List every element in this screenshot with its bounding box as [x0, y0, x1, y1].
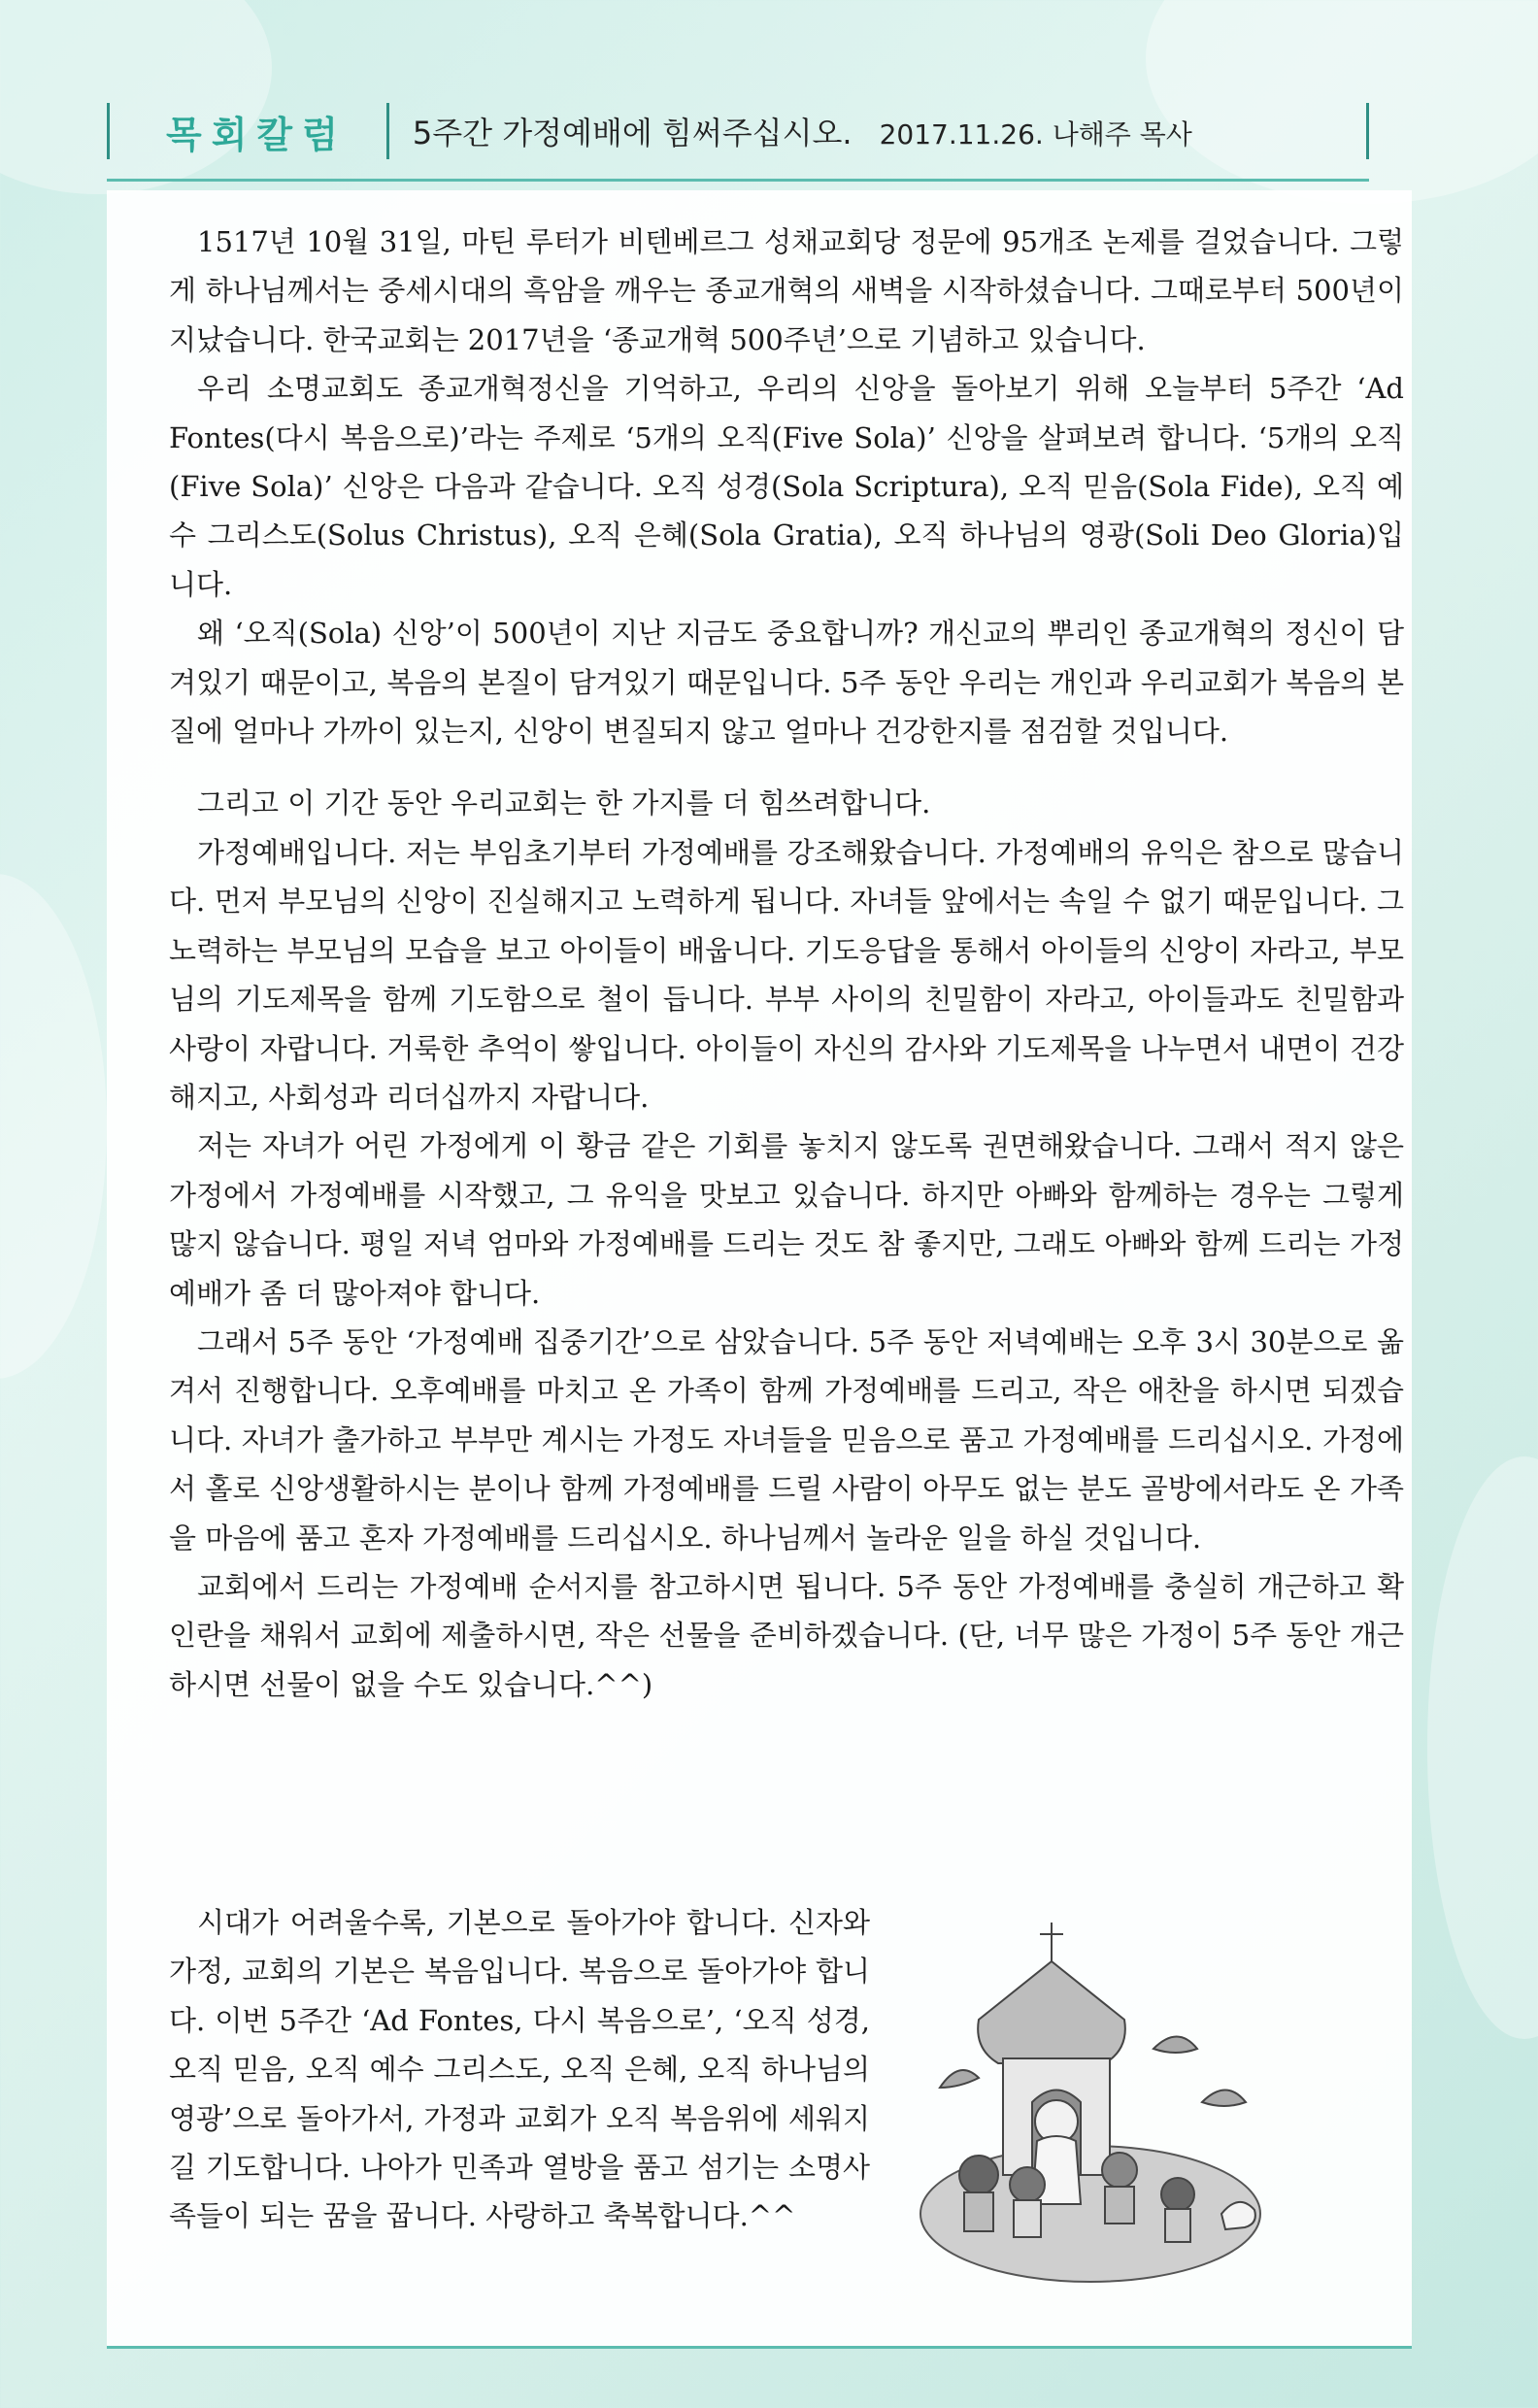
paragraph: 왜 ‘오직(Sola) 신앙’이 500년이 지난 지금도 중요합니까? 개신교의 뿌리인 종교개혁의 정신이 담겨있기 때문이고, 복음의 본질이 담겨있기 때문입니다. 5주 동안 우리는 개인과 우리교회가 복음의 본질에 얼마나 가까이 있는지, 신앙이 변질되지 않고 얼마나 건강한지를 점검할 것입니다.	[169, 617, 1404, 749]
article-body	[169, 217, 1404, 1709]
paragraph: 교회에서 드리는 가정예배 순서지를 참고하시면 됩니다. 5주 동안 가정예배를 충실히 개근하고 확인란을 채워서 교회에 제출하시면, 작은 선물을 준비하겠습니다. (단, 너무 많은 가정이 5주 동안 개근하시면 선물이 없을 수도 있습니다.^^)	[169, 1569, 1404, 1701]
article-panel	[107, 190, 1412, 2349]
paragraph: 그래서 5주 동안 ‘가정예배 집중기간’으로 삼았습니다. 5주 동안 저녁예배는 오후 3시 30분으로 옮겨서 진행합니다. 오후예배를 마치고 온 가족이 함께 가정예배를 드리고, 작은 애찬을 하시면 되겠습니다. 자녀가 출가하고 부부만 계시는 가정도 자녀들을 믿음으로 품고 가정예배를 드리십시오. 가정에서 홀로 신앙생활하시는 분이나 함께 가정예배를 드릴 사람이 아무도 없는 분도 골방에서라도 온 가족을 마음에 품고 혼자 가정예배를 드리십시오. 하나님께서 놀라운 일을 하실 것입니다.	[169, 1324, 1404, 1555]
closing-paragraph: 시대가 어려울수록, 기본으로 돌아가야 합니다. 신자와 가정, 교회의 기본은 복음입니다. 복음으로 돌아가야 합니다. 이번 5주간 ‘Ad Fontes, 다시 복음으로’, ‘오직 성경, 오직 믿음, 오직 예수 그리스도, 오직 은혜, 오직 하나님의 영광’으로 돌아가서, 가정과 교회가 오직 복음위에 세워지길 기도합니다. 나아가 민족과 열방을 품고 섬기는 소명사족들이 되는 꿈을 꿉니다. 사랑하고 축복합니다.^^	[169, 1906, 870, 2233]
background-petal	[1427, 1456, 1538, 2039]
paragraph: 우리 소명교회도 종교개혁정신을 기억하고, 우리의 신앙을 돌아보기 위해 오늘부터 5주간 ‘Ad Fontes(다시 복음으로)’라는 주제로 ‘5개의 오직(Five Sola)’ 신앙을 살펴보려 합니다. ‘5개의 오직(Five Sola)’ 신앙은 다음과 같습니다. 오직 성경(Sola Scriptura), 오직 믿음(Sola Fide), 오직 예수 그리스도(Solus Christus), 오직 은혜(Sola Gratia), 오직 하나님의 영광(Soli Deo Gloria)입니다.	[169, 372, 1404, 601]
closing-section	[169, 1898, 870, 2241]
paragraph: 그리고 이 기간 동안 우리교회는 한 가지를 더 힘쓰려합니다.	[197, 786, 931, 820]
header-divider	[1366, 103, 1369, 159]
column-header	[107, 84, 1369, 182]
paragraph: 저는 자녀가 어린 가정에게 이 황금 같은 기회를 놓치지 않도록 권면해왔습니다. 그래서 적지 않은 가정에서 가정예배를 시작했고, 그 유익을 맛보고 있습니다. 하지만 아빠와 함께하는 경우는 그렇게 많지 않습니다. 평일 저녁 엄마와 가정예배를 드리는 것도 참 좋지만, 그래도 아빠와 함께 드리는 가정예배가 좀 더 많아져야 합니다.	[169, 1129, 1404, 1310]
paragraph: 가정예배입니다. 저는 부임초기부터 가정예배를 강조해왔습니다. 가정예배의 유익은 참으로 많습니다. 먼저 부모님의 신앙이 진실해지고 노력하게 됩니다. 자녀들 앞에서는 속일 수 없기 때문입니다. 그 노력하는 부모님의 모습을 보고 아이들이 배웁니다. 기도응답을 통해서 아이들의 신앙이 자라고, 부모님의 기도제목을 함께 기도함으로 철이 듭니다. 부부 사이의 친밀함이 자라고, 아이들과도 친밀함과 사랑이 자랍니다. 거룩한 추억이 쌓입니다. 아이들이 자신의 감사와 기도제목을 나누면서 내면이 건강해지고, 사회성과 리더십까지 자랍니다.	[169, 835, 1404, 1114]
church-illustration	[911, 1893, 1289, 2301]
headline-title: 5주간 가정예배에 힘써주십시오.	[412, 115, 853, 151]
paragraph: 1517년 10월 31일, 마틴 루터가 비텐베르그 성채교회당 정문에 95개조 논제를 걸었습니다. 그렇게 하나님께서는 중세시대의 흑암을 깨우는 종교개혁의 새벽을 시작하셨습니다. 그때로부터 500년이 지났습니다. 한국교회는 2017년을 ‘종교개혁 500주년’으로 기념하고 있습니다.	[169, 225, 1404, 356]
byline: 2017.11.26. 나해주 목사	[879, 118, 1192, 150]
headline	[389, 109, 1366, 153]
column-label: 목회칼럼	[166, 113, 348, 156]
background-petal	[0, 874, 107, 1379]
